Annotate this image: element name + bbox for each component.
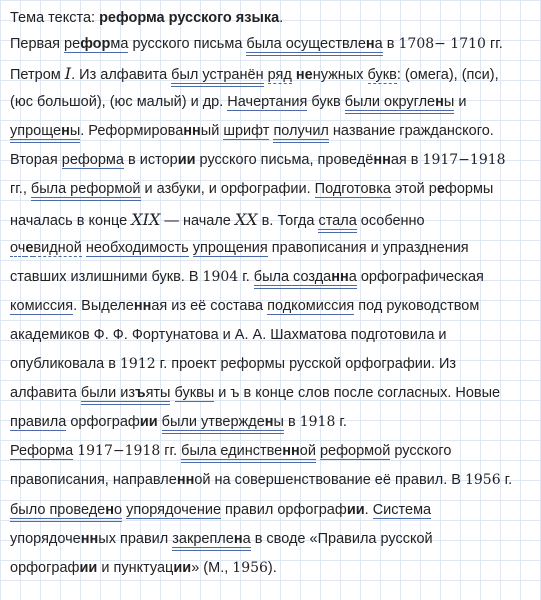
double-underlined-word: была созда [254,269,331,289]
text-run: русского письма [128,36,247,52]
bold-letters: нн [133,297,152,314]
text-run: и [454,94,467,111]
text-run: началась в конце [10,212,132,229]
text-run: г. [238,268,254,285]
dashed-underlined-word: ряд [267,67,292,84]
text-line [10,554,533,583]
math-number: 1956 [464,472,501,489]
text-run: г. [500,472,513,489]
double-underlined-word: ы [444,94,454,114]
text-run: гг. [485,36,503,52]
underlined-word: правила [10,414,67,431]
text-line [10,117,533,146]
underlined-word: комиссия [10,297,74,314]
text-run: в [283,414,300,431]
text-run: и пунктуац [97,559,174,576]
dashed-underlined-word: букв [367,67,397,84]
double-underlined-word: ъ [135,385,146,405]
double-underlined-word: а [349,269,357,289]
text-run: ый [200,123,224,140]
double-underlined-word: были из [81,385,135,405]
text-run: ая в [390,152,423,169]
text-run: орфограф [66,414,140,431]
underlined-word: Подготовка [314,181,391,198]
double-underlined-word: а [243,531,251,551]
double-underlined-word: стала [318,213,356,233]
math-number: 1708− 1710 [398,36,486,52]
double-underlined-word: н [61,123,70,143]
dashed-underlined-word: е [25,239,34,256]
text-line [10,146,533,175]
text-run: под руководством [354,297,480,314]
text-run: упорядоче [10,530,81,547]
double-underlined-word: нн [282,443,300,463]
text-run: — начале [160,212,235,229]
double-underlined-word: ы [70,123,80,143]
bold-letters: ии [139,414,158,431]
underlined-word: ре [64,36,81,52]
text-run: в своде «Правила русской [250,530,433,547]
topic-suffix: . [279,10,284,26]
text-line [10,205,533,234]
text-run: . Выделе [73,297,134,314]
text-run: академиков Ф. Ф. Фортунатова и А. А. Шахматова подготовила и [10,326,447,343]
double-underlined-word: были утвержде [162,414,265,434]
underlined-word: реформой [319,443,391,460]
math-number: 1918 [299,414,336,431]
text-line [10,379,533,408]
text-line [10,525,533,554]
double-underlined-word: получил [273,123,328,143]
text-run: орфографическая [356,268,484,285]
math-number: 1912 [120,356,156,373]
underlined-word: фор [80,36,111,52]
math-roman-numeral: XX [234,209,258,229]
double-underlined-word: ы [274,414,284,434]
bold-letters: ии [346,501,365,518]
double-underlined-word: были округле [345,94,435,114]
math-number: 1956 [232,559,268,576]
bold-letters: нн [183,123,201,140]
underlined-word: Реформа [10,443,74,460]
bold-letters: ии [79,559,98,576]
text-run: правописания и упразднения [267,239,469,256]
text-run: г. [335,414,347,431]
text-run: Петром [10,67,65,84]
text-line [10,30,533,59]
text-run: гг. [160,443,182,460]
text-run: ых правил [98,530,173,547]
text-line [10,350,533,379]
double-underlined-word: н [366,36,375,56]
text-run [170,385,174,401]
double-underlined-word: упроще [10,123,61,143]
text-run: опубликовала в [10,356,121,373]
bold-letters: нн [176,472,195,489]
text-line [10,88,533,117]
double-underlined-word: закрепле [172,531,234,551]
underlined-word: буквы [174,385,215,402]
double-underlined-word: н [435,94,444,114]
double-underlined-word: а [375,36,383,56]
text-run: ). [267,559,277,576]
text-run: и азбуки, и орфографии. [140,181,315,198]
underlined-word: подкомиссия [267,297,355,314]
math-number: 1917−1918 [77,443,161,460]
text-line [10,175,533,204]
bold-letters: нн [80,530,99,547]
text-run: алфавита [10,385,81,402]
text-line [10,59,533,88]
text-body [10,30,533,583]
text-run: название гражданского. [328,123,494,140]
text-run: в. Тогда [257,212,319,229]
double-underlined-word: ой [300,443,316,463]
topic-line [10,6,533,30]
text-run: русского [390,443,452,460]
text-run: ая из её состава [151,297,268,314]
dashed-underlined-word: видной [33,239,82,256]
underlined-word: необходимость [85,239,189,256]
double-underlined-word: яты [146,385,171,405]
text-run [264,67,268,83]
double-underlined-word: была единстве [181,443,282,463]
text-run: . [364,501,373,518]
math-number: 1917−1918 [422,152,506,169]
double-underlined-word: была осуществле [246,36,365,56]
underlined-word: упрощения [192,239,268,256]
text-run: нужных [312,67,368,84]
math-roman-numeral: I [64,64,72,84]
text-run: . Реформирова [80,123,184,140]
text-run: г. проект реформы русской орфографии. Из [155,356,457,373]
underlined-word: шрифт [223,123,270,140]
underlined-word: Начертания [227,94,308,111]
underlined-word: ма [110,36,129,52]
math-roman-numeral: XIX [131,209,161,229]
text-line [10,234,533,263]
double-underlined-word: был устранён [171,67,263,87]
text-run: орфограф [10,559,80,576]
text-run: Вторая [10,152,62,169]
text-run: этой р [390,181,437,198]
text-run: правописания, направле [10,472,177,489]
underlined-word: реформа [61,152,124,169]
text-run: и ъ в конце слов после согласных. Новые [214,385,501,402]
text-line [10,321,533,350]
text-line [10,408,533,437]
double-underlined-word: н [234,531,243,551]
text-run: : (омега), (пси), [396,67,499,84]
topic-value: реформа русского языка [99,10,280,26]
bold-letters: ии [173,559,192,576]
text-run: формы [444,181,494,198]
double-underlined-word: нн [331,269,349,289]
text-run: Первая [10,36,65,52]
topic-prefix: Тема текста: [10,10,100,26]
double-underlined-word: была реформой [31,181,141,201]
double-underlined-word: н [265,414,274,434]
text-run: (юс большой), (юс малый) и др. [10,94,228,111]
text-line [10,437,533,466]
text-line [10,292,533,321]
text-run: правил орфограф [221,501,347,518]
text-run: ставших излишними букв. В [10,268,203,285]
double-underlined-word: было проведе [10,502,105,522]
text-line [10,466,533,495]
text-run: ой на совершенствование её правил. В [194,472,465,489]
text-run: в истор [123,152,178,169]
bold-letters: не [295,67,313,84]
text-run: в [382,36,399,52]
underlined-word: Система [372,501,432,518]
text-line [10,496,533,525]
double-underlined-word: о [114,502,122,522]
bold-letters: е [436,181,445,198]
math-number: 1904 [202,268,239,285]
double-underlined-word: н [105,502,114,522]
text-run: особенно [356,212,425,229]
text-run: . Из алфавита [71,67,172,84]
text-run: букв [307,94,345,111]
text-run: гг., [10,181,31,198]
text-run: » (М., [191,559,233,576]
underlined-word: упорядочение [126,501,222,518]
bold-letters: ии [177,152,196,169]
dashed-underlined-word: оч [10,239,26,256]
text-run: русского письма, проведё [195,152,374,169]
text-line [10,263,533,292]
bold-letters: нн [373,152,391,169]
